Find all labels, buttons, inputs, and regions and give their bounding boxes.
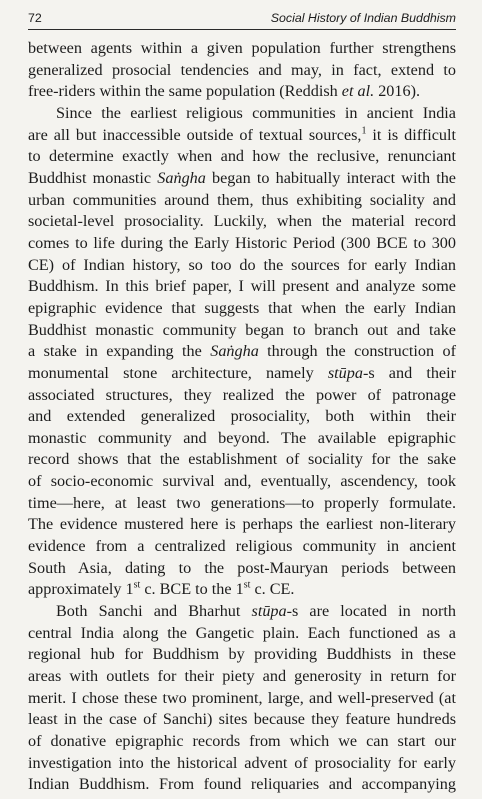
text-line: a stake in expanding the Saṅgha through the construction of bbox=[28, 342, 456, 361]
text-line: approximately 1st c. BCE to the 1st c. CE. bbox=[28, 580, 295, 599]
text-line: societal-level prosociality. Luckily, when the material record bbox=[28, 212, 456, 231]
text-line: CE) of Indian history, so too do the sources for early Indian bbox=[28, 255, 456, 274]
text-line: Since the earliest religious communities in ancient India bbox=[56, 103, 456, 122]
text-line: monumental stone architecture, namely stūpa-s and their bbox=[28, 363, 456, 382]
text-line: Buddhist monastic Saṅgha began to habitually interact with the bbox=[28, 168, 456, 187]
text-line: regional hub for Buddhism by providing Buddhists in these bbox=[28, 645, 456, 664]
text-line: generalized prosocial tendencies and may, in fact, extend to bbox=[28, 60, 456, 79]
text-line: and extended generalized prosociality, both within their bbox=[28, 407, 456, 426]
text-line: evidence from a centralized religious community in ancient bbox=[28, 537, 456, 556]
body-text bbox=[28, 38, 456, 796]
text-line: of donative epigraphic records from which we can start our bbox=[28, 732, 456, 750]
text-line: epigraphic evidence that suggests that when the early Indian bbox=[28, 298, 456, 317]
text-line: central India along the Gangetic plain. Each functioned as a bbox=[28, 623, 456, 642]
text-line: time—here, at least two generations—to properly formulate. bbox=[28, 493, 456, 512]
text-line: Indian Buddhism. From found reliquaries and accompanying bbox=[28, 775, 456, 794]
text-line: merit. I chose these two prominent, large, and well-preserved (at bbox=[28, 688, 456, 707]
text-line: Buddhist monastic community began to branch out and take bbox=[28, 320, 456, 339]
text-line: areas with outlets for their piety and generosity in return for bbox=[28, 667, 456, 686]
text-line: South Asia, dating to the post-Mauryan periods between bbox=[28, 558, 456, 577]
text-line: to determine exactly when and how the reclusive, renunciant bbox=[28, 147, 456, 166]
running-header bbox=[28, 0, 456, 30]
text-line: Both Sanchi and Bharhut stūpa-s are located in north bbox=[56, 602, 457, 621]
text-line: record shows that the establishment of sociality for the sake bbox=[28, 450, 456, 469]
running-title: Social History of Indian Buddhism bbox=[270, 11, 456, 25]
text-line: Buddhism. In this brief paper, I will present and analyze some bbox=[28, 277, 456, 296]
text-line: between agents within a given population further strengthens bbox=[28, 39, 456, 57]
text-line: are all but inaccessible outside of textual sources,$^1$ it is difficult bbox=[28, 125, 456, 144]
text-line: The evidence mustered here is perhaps the earliest non-literary bbox=[28, 515, 456, 534]
page-number: 72 bbox=[28, 11, 42, 25]
text-line: comes to life during the Early Historic Period (300 BCE to 300 bbox=[28, 233, 456, 252]
text-line: of socio-economic survival and, eventually, ascendency, took bbox=[28, 472, 456, 491]
text-line: least in the case of Sanchi) sites because they feature hundreds bbox=[28, 710, 456, 729]
text-line: urban communities around them, thus exhibiting sociality and bbox=[28, 190, 456, 209]
text-line: associated structures, they realized the power of patronage bbox=[28, 385, 456, 404]
text-line: investigation into the historical advent of prosociality for early bbox=[28, 753, 456, 772]
text-line: monastic community and beyond. The available epigraphic bbox=[28, 428, 456, 447]
text-line: free-riders within the same population (Reddish et al. 2016). bbox=[28, 82, 421, 101]
